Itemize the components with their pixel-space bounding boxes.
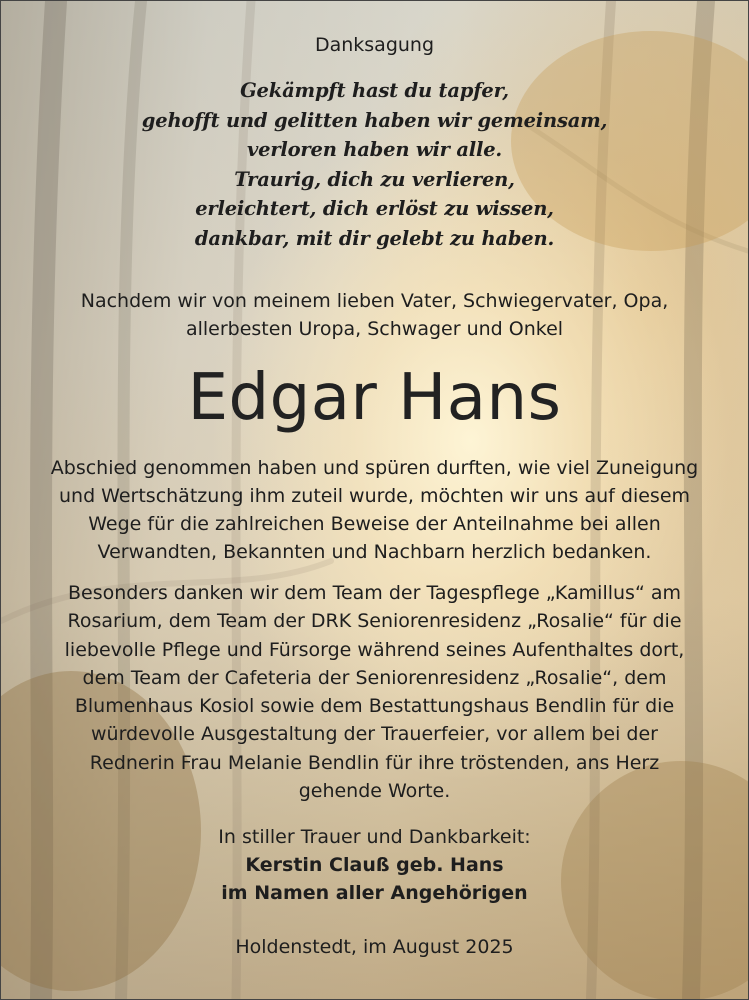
paragraph-line: Rednerin Frau Melanie Bendlin für ihre tröstenden, ans Herz <box>89 751 660 774</box>
notice-heading: Danksagung <box>314 34 435 56</box>
poem-line: gehofft und gelitten haben wir gemeinsam, <box>141 108 608 132</box>
paragraph-line: und Wertschätzung ihm zuteil wurde, möchten wir uns auf diesem <box>58 485 691 507</box>
signature-family: im Namen aller Angehörigen <box>221 882 528 904</box>
paragraph-line: gehende Worte. <box>298 780 451 803</box>
memorial-poem <box>1 76 748 254</box>
intro-line: allerbesten Uropa, Schwager und Onkel <box>185 318 564 340</box>
poem-line: Traurig, dich zu verlieren, <box>234 167 515 191</box>
closing-block <box>1 823 748 907</box>
paragraph-line: Blumenhaus Kosiol sowie dem Bestattungshaus Bendlin für die <box>74 695 675 718</box>
paragraph-line: Rosarium, dem Team der DRK Seniorenresidenz „Rosalie“ für die <box>67 610 682 633</box>
intro-line: Nachdem wir von meinem lieben Vater, Schwiegervater, Opa, <box>80 290 669 312</box>
paragraph-line: dem Team der Cafeteria der Seniorenresidenz „Rosalie“, dem <box>82 666 667 689</box>
deceased-name: Edgar Hans <box>187 361 562 435</box>
poem-line: Gekämpft hast du tapfer, <box>240 79 509 102</box>
place-date: Holdenstedt, im August 2025 <box>235 936 514 958</box>
poem-line: erleichtert, dich erlöst zu wissen, <box>195 197 554 221</box>
intro-text <box>1 287 748 343</box>
paragraph-line: Abschied genommen haben und spüren durften, wie viel Zuneigung <box>50 457 699 479</box>
special-thanks-paragraph <box>1 579 748 805</box>
poem-line: dankbar, mit dir gelebt zu haben. <box>194 226 555 250</box>
closing-line: In stiller Trauer und Dankbarkeit: <box>218 826 531 848</box>
paragraph-line: würdevolle Ausgestaltung der Trauerfeier, vor allem bei der <box>91 723 658 746</box>
paragraph-line: Besonders danken wir dem Team der Tagespflege „Kamillus“ am <box>68 582 681 604</box>
paragraph-line: Wege für die zahlreichen Beweise der Anteilnahme bei allen <box>88 513 661 535</box>
paragraph-line: Verwandten, Bekannten und Nachbarn herzlich bedanken. <box>97 541 652 563</box>
poem-line: verloren haben wir alle. <box>247 138 502 162</box>
signature-name: Kerstin Clauß geb. Hans <box>245 854 504 876</box>
paragraph-line: liebevolle Pflege und Fürsorge während seines Aufenthaltes dort, <box>64 638 685 661</box>
thanks-paragraph <box>1 454 748 566</box>
